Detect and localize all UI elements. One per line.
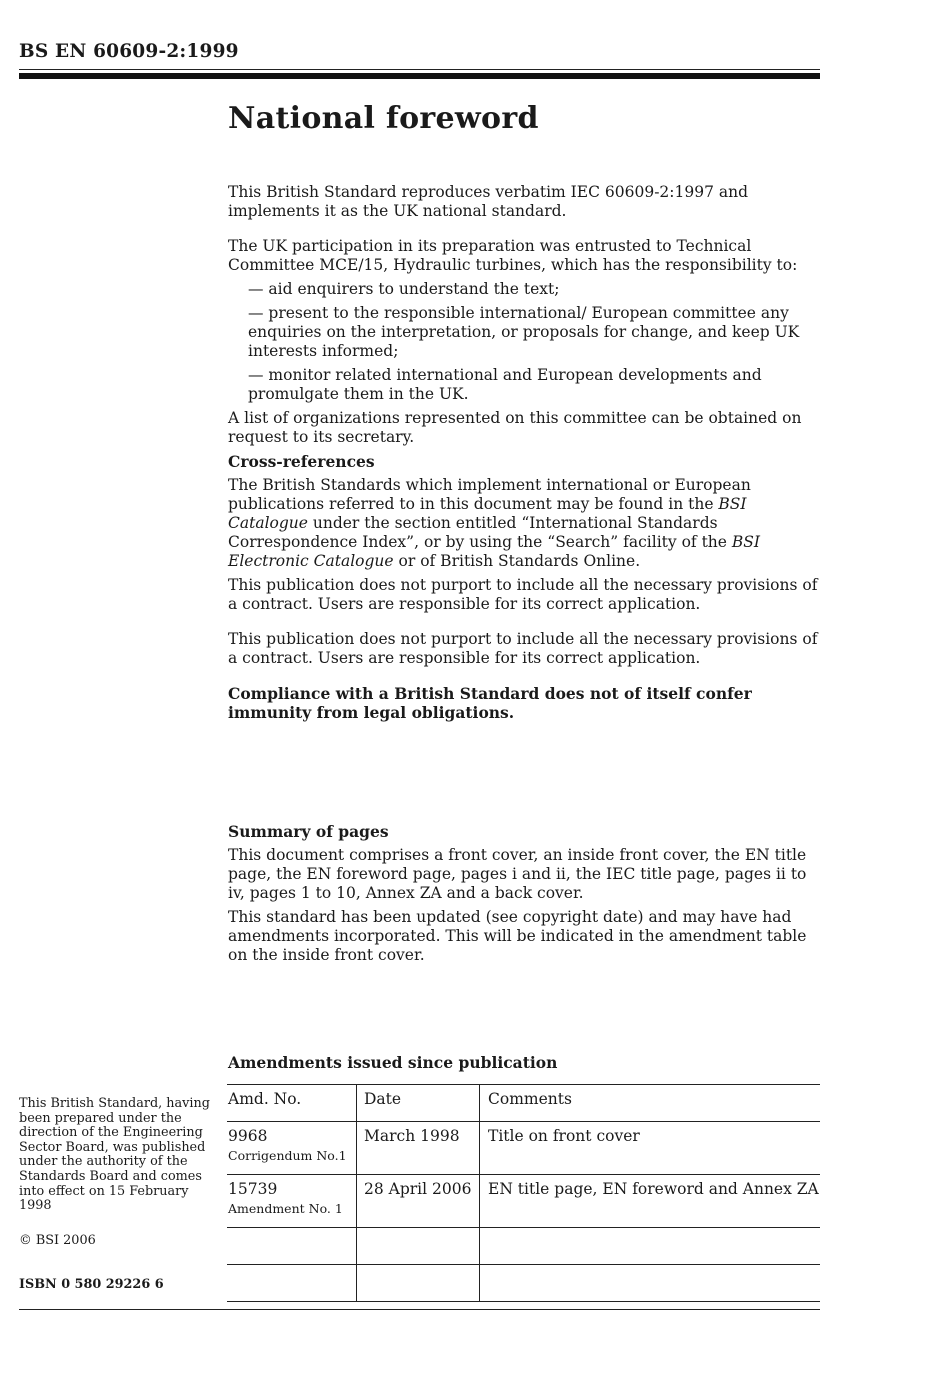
amd-type: Amendment No. 1 xyxy=(228,1201,343,1216)
empty-table-row xyxy=(227,1228,820,1265)
cross-ref-text: under the section entitled “International Standards Correspondence Index”, or by using the “Search” facility of the xyxy=(228,514,732,551)
summary-paragraph-1: This document comprises a front cover, an inside front cover, the EN title page, the EN foreword page, pages i and ii, the IEC title page, pages ii to iv, pages 1 to 10, Annex ZA and a back cover. xyxy=(228,846,807,902)
amd-no: 9968 xyxy=(228,1127,268,1145)
header-rule-thick xyxy=(19,73,820,79)
summary-paragraph-2: This standard has been updated (see copyright date) and may have had amendments incorporated. This will be indicated in the amendment table on the inside front cover. xyxy=(228,908,807,964)
comments-cell: EN title page, EN foreword and Annex ZA xyxy=(480,1175,821,1228)
table-row xyxy=(227,1122,820,1175)
responsibility-item: — aid enquirers to understand the text; xyxy=(248,280,560,298)
document-id: BS EN 60609-2:1999 xyxy=(19,41,239,62)
responsibility-item: — monitor related international and European developments and promulgate them in the UK. xyxy=(248,366,762,403)
table-row xyxy=(227,1175,820,1228)
provisions-paragraph: This publication does not purport to include all the necessary provisions of a contract. Users are responsible for its correct application. xyxy=(228,576,818,613)
isbn: ISBN 0 580 29226 6 xyxy=(19,1277,164,1292)
column-header: Date xyxy=(357,1085,480,1122)
date-cell: 28 April 2006 xyxy=(357,1175,480,1228)
column-header: Amd. No. xyxy=(227,1085,357,1122)
date-cell: March 1998 xyxy=(357,1122,480,1175)
amendments-table xyxy=(227,1084,820,1302)
cross-references-heading: Cross-references xyxy=(228,452,375,471)
intro-paragraph-1: This British Standard reproduces verbatim IEC 60609-2:1997 and implements it as the UK national standard. xyxy=(228,183,749,220)
copyright: © BSI 2006 xyxy=(19,1233,96,1248)
intro-paragraph-2: The UK participation in its preparation was entrusted to Technical Committee MCE/15, Hydraulic turbines, which has the responsibility to: xyxy=(228,237,798,274)
empty-table-row xyxy=(227,1265,820,1302)
amendments-heading: Amendments issued since publication xyxy=(228,1053,558,1072)
bsi-electronic-catalogue-title: BSI Electronic Catalogue xyxy=(228,533,761,570)
table-header-row xyxy=(227,1085,820,1122)
amd-no: 15739 xyxy=(228,1180,278,1198)
header-rule-thin xyxy=(19,69,820,70)
cross-references-paragraph xyxy=(228,476,823,571)
column-header: Comments xyxy=(480,1085,821,1122)
summary-section xyxy=(228,822,823,965)
amd-no-cell xyxy=(227,1122,357,1175)
compliance-statement: Compliance with a British Standard does not of itself confer immunity from legal obligations. xyxy=(228,684,752,722)
summary-heading: Summary of pages xyxy=(228,822,389,841)
footer-rule xyxy=(19,1309,820,1310)
cross-ref-text: The British Standards which implement international or European publications referred to in this document may be found in the xyxy=(228,476,751,513)
foreword-body xyxy=(228,183,823,722)
intro-paragraph-3: A list of organizations represented on this committee can be obtained on request to its secretary. xyxy=(228,409,802,446)
responsibility-item: — present to the responsible international/ European committee any enquiries on the interpretation, or proposals for change, and keep UK interests informed; xyxy=(248,304,800,360)
cross-ref-text: or of British Standards Online. xyxy=(393,552,641,570)
provisions-paragraph-repeat: This publication does not purport to include all the necessary provisions of a contract. Users are responsible for its correct application. xyxy=(228,630,818,667)
page-title: National foreword xyxy=(228,101,539,136)
amd-type: Corrigendum No.1 xyxy=(228,1148,347,1163)
bsi-catalogue-title: BSI Catalogue xyxy=(228,495,747,532)
amd-no-cell xyxy=(227,1175,357,1228)
comments-cell: Title on front cover xyxy=(480,1122,821,1175)
publication-note: This British Standard, having been prepared under the direction of the Engineering Sector Board, was published under the authority of the Standards Board and comes into effect on 15 February 1998 xyxy=(19,1096,210,1214)
